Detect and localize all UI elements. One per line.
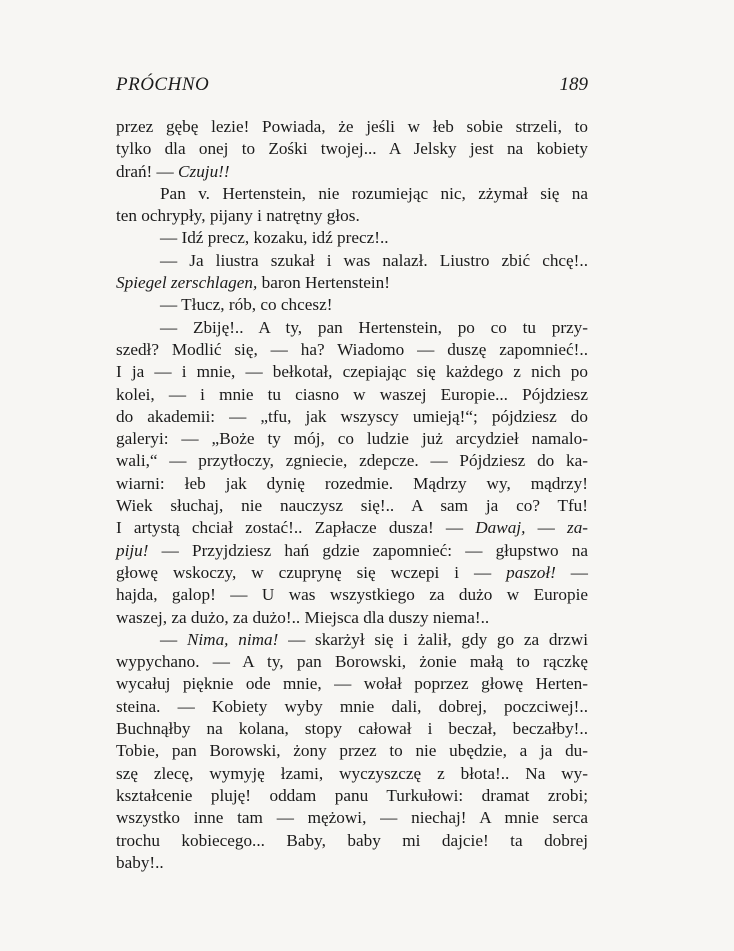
- text-segment: wiarni: łeb jak dynię rozedmie. Mądrzy wy, mądrzy!: [116, 473, 588, 493]
- text-line: [116, 161, 588, 183]
- text-line: [116, 250, 588, 272]
- text-segment: baron Hertenstein!: [257, 273, 390, 293]
- text-line: [116, 473, 588, 495]
- text-line: [116, 629, 588, 651]
- text-line: [116, 517, 588, 539]
- text-segment: wali,“ — przytłoczy, zgniecie, zdepcze. — Pójdziesz do ka-: [116, 451, 588, 471]
- text-segment: szedł? Modlić się, — ha? Wiadomo — duszę zapomnieć!..: [116, 339, 588, 359]
- text-line: [116, 272, 588, 294]
- text-segment: do akademii: — „tfu, jak wszyscy umieją!“; pójdziesz do: [116, 406, 588, 426]
- text-line: [116, 294, 588, 316]
- text-line: [116, 607, 588, 629]
- text-segment: — Tłucz, rób, co chcesz!: [160, 295, 333, 315]
- text-line: [116, 138, 588, 160]
- text-segment: szę zlecę, wymyję łzami, wyczyszczę z błota!.. Na wy-: [116, 763, 588, 783]
- text-segment: — Zbiję!.. A ty, pan Hertenstein, po co tu przy-: [160, 317, 588, 337]
- text-line: [116, 852, 588, 874]
- text-segment: hajda, galop! — U was wszystkiego za dużo w Europie: [116, 585, 588, 605]
- text-line: [116, 428, 588, 450]
- text-segment: wypychano. — A ty, pan Borowski, żonie małą to rączkę: [116, 652, 588, 672]
- text-segment: — Ja liustra szukał i was nalazł. Liustro zbić chcę!..: [160, 250, 588, 270]
- text-line: [116, 696, 588, 718]
- text-segment: Tobie, pan Borowski, żony przez to nie ubędzie, a ja du-: [116, 741, 588, 761]
- text-line: [116, 540, 588, 562]
- text-segment: I artystą chciał zostać!.. Zapłacze dusza! —: [116, 518, 476, 538]
- text-line: [116, 205, 588, 227]
- text-segment: Wiek słuchaj, nie nauczysz się!.. A sam ja co? Tfu!: [116, 496, 588, 516]
- text-segment: wycałuj pięknie ode mnie, — wołał poprzez głowę Herten-: [116, 674, 588, 694]
- text-line: [116, 495, 588, 517]
- text-line: [116, 740, 588, 762]
- body-text: [116, 116, 588, 874]
- text-segment: Buchnąłby na kolana, stopy całował i beczał, beczałby!..: [116, 719, 588, 739]
- text-segment: kształcenie pluję! oddam panu Turkułowi: dramat zrobi;: [116, 785, 588, 805]
- text-line: [116, 361, 588, 383]
- text-line: [116, 651, 588, 673]
- text-line: [116, 830, 588, 852]
- text-segment: ten ochrypły, pijany i natrętny głos.: [116, 206, 360, 226]
- text-line: [116, 785, 588, 807]
- text-segment: — Przyjdziesz hań gdzie zapomnieć: — głupstwo na: [148, 540, 588, 560]
- text-segment: tylko dla onej to Zośki twojej... A Jelsky jest na kobiety: [116, 139, 588, 159]
- text-line: [116, 116, 588, 138]
- text-segment: —: [160, 629, 187, 649]
- page-header: [116, 74, 588, 102]
- italic-text: Czuju!!: [178, 161, 230, 181]
- text-line: [116, 673, 588, 695]
- text-line: [116, 406, 588, 428]
- italic-text: paszoł!: [506, 562, 556, 582]
- text-line: [116, 384, 588, 406]
- italic-text: Spiegel zerschlagen,: [116, 273, 258, 293]
- italic-text: za-: [567, 518, 589, 538]
- text-segment: galeryi: — „Boże ty mój, co ludzie już arcydzieł namalo-: [116, 429, 588, 449]
- text-segment: —: [525, 518, 567, 538]
- text-segment: kolei, — i mnie tu ciasno w waszej Europie... Pójdziesz: [116, 384, 588, 404]
- text-segment: —: [555, 562, 588, 582]
- italic-text: Nima, nima!: [186, 629, 279, 649]
- running-title: PRÓCHNO: [116, 74, 210, 95]
- text-segment: drań! —: [116, 161, 179, 181]
- italic-text: piju!: [116, 540, 149, 560]
- text-segment: steina. — Kobiety wyby mnie dali, dobrej, poczciwej!..: [116, 696, 588, 716]
- text-line: [116, 763, 588, 785]
- text-segment: — Idź precz, kozaku, idź precz!..: [160, 228, 389, 248]
- text-segment: przez gębę lezie! Powiada, że jeśli w łeb sobie strzeli, to: [116, 117, 588, 136]
- text-line: [116, 807, 588, 829]
- text-segment: — skarżył się i żalił, gdy go za drzwi: [278, 629, 588, 649]
- text-segment: głowę wskoczy, w czuprynę się wczepi i —: [116, 562, 507, 582]
- text-segment: I ja — i mnie, — bełkotał, czepiając się każdego z nich po: [116, 362, 588, 382]
- text-line: [116, 339, 588, 361]
- text-line: [116, 718, 588, 740]
- page-number: 189: [559, 74, 588, 95]
- text-line: [116, 562, 588, 584]
- text-segment: waszej, za dużo, za dużo!.. Miejsca dla duszy niema!..: [116, 607, 490, 627]
- text-line: [116, 227, 588, 249]
- text-line: [116, 450, 588, 472]
- text-line: [116, 183, 588, 205]
- text-segment: baby!..: [116, 852, 164, 872]
- italic-text: Dawaj,: [475, 518, 526, 538]
- text-line: [116, 584, 588, 606]
- text-line: [116, 317, 588, 339]
- text-segment: Pan v. Hertenstein, nie rozumiejąc nic, zżymał się na: [160, 183, 588, 203]
- text-segment: trochu kobiecego... Baby, baby mi dajcie! ta dobrej: [116, 830, 588, 850]
- text-segment: wszystko inne tam — mężowi, — niechaj! A mnie serca: [116, 808, 588, 828]
